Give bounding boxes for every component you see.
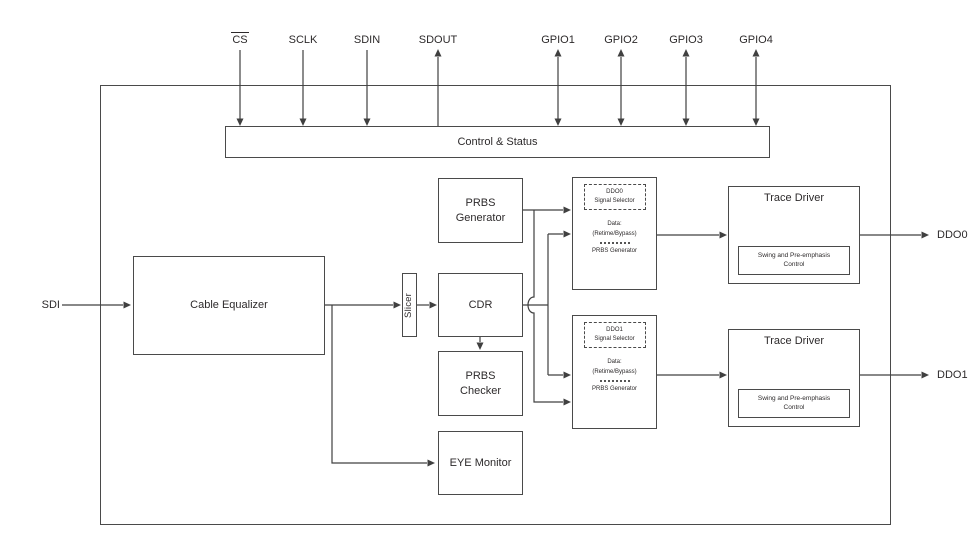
- sdi-input-label: SDI: [41, 299, 60, 311]
- ddo0-option-data: Data:: [607, 221, 622, 227]
- trace-driver-1-swing-control-label: Swing and Pre-emphasis Control: [757, 395, 831, 411]
- trace-driver-0-block: [728, 186, 860, 284]
- cs-overline-text: CS: [232, 34, 248, 46]
- ddo0-selector-dashed-box: [584, 184, 646, 210]
- pin-label-gpio2: GPIO2: [604, 34, 638, 46]
- prbs-checker-label: PRBS Checker: [460, 369, 501, 397]
- pin-label-sdout: SDOUT: [418, 34, 458, 46]
- ddo1-option-prbs: PRBS Generator: [591, 386, 638, 392]
- trace-driver-1-swing-control-box: [738, 389, 850, 418]
- trace-driver-0-swing-control-label: Swing and Pre-emphasis Control: [757, 252, 831, 268]
- pin-label-cs: [205, 32, 275, 48]
- arrow-up-gpio1: [555, 49, 562, 57]
- ddo1-selector-dashed-box: [584, 322, 646, 348]
- cable-equalizer-block: [133, 256, 325, 355]
- trace-driver-1-block: [728, 329, 860, 427]
- slicer-block: [402, 273, 417, 337]
- cdr-label: CDR: [468, 298, 493, 311]
- ddo1-selector-subtitle: Signal Selector: [594, 336, 635, 342]
- arrow-right-ddo0-output: [922, 232, 930, 239]
- arrow-up-gpio4: [753, 49, 760, 57]
- arrow-right-ddo1-output: [922, 372, 930, 379]
- trace-driver-0-label: Trace Driver: [763, 192, 825, 204]
- slicer-label: Slicer: [403, 292, 415, 318]
- ddo1-signal-selector-block: [572, 315, 657, 429]
- pin-label-gpio1: GPIO1: [541, 34, 575, 46]
- arrow-up-gpio3: [683, 49, 690, 57]
- ddo0-output-label: DDO0: [937, 229, 968, 241]
- ddo0-selector-divider: [600, 242, 630, 244]
- trace-driver-0-swing-control-box: [738, 246, 850, 275]
- control-status-label: Control & Status: [457, 135, 538, 148]
- arrow-up-sdout: [435, 49, 442, 57]
- ddo0-selector-name: DDO0: [606, 189, 623, 195]
- cdr-block: [438, 273, 523, 337]
- control-status-block: [225, 126, 770, 158]
- pin-label-gpio3: GPIO3: [669, 34, 703, 46]
- ddo0-signal-selector-block: [572, 177, 657, 290]
- ddo0-selector-subtitle: Signal Selector: [594, 198, 635, 204]
- pin-label-sclk: SCLK: [288, 34, 318, 46]
- ddo0-option-data-mode: (Retime/Bypass): [592, 231, 637, 237]
- prbs-checker-block: [438, 351, 523, 416]
- ddo1-option-data: Data:: [607, 359, 622, 365]
- cable-equalizer-label: Cable Equalizer: [190, 299, 268, 312]
- eye-monitor-label: EYE Monitor: [449, 456, 512, 469]
- prbs-generator-label: PRBS Generator: [455, 196, 506, 224]
- ddo0-option-prbs: PRBS Generator: [591, 248, 638, 254]
- trace-driver-1-label: Trace Driver: [763, 335, 825, 347]
- ddo1-option-data-mode: (Retime/Bypass): [592, 369, 637, 375]
- prbs-generator-block: [438, 178, 523, 243]
- ddo1-output-label: DDO1: [937, 369, 968, 381]
- ddo1-selector-divider: [600, 380, 630, 382]
- ddo1-selector-name: DDO1: [606, 327, 623, 333]
- arrow-up-gpio2: [618, 49, 625, 57]
- pin-label-sdin: SDIN: [353, 34, 381, 46]
- pin-label-gpio4: GPIO4: [739, 34, 773, 46]
- eye-monitor-block: [438, 431, 523, 495]
